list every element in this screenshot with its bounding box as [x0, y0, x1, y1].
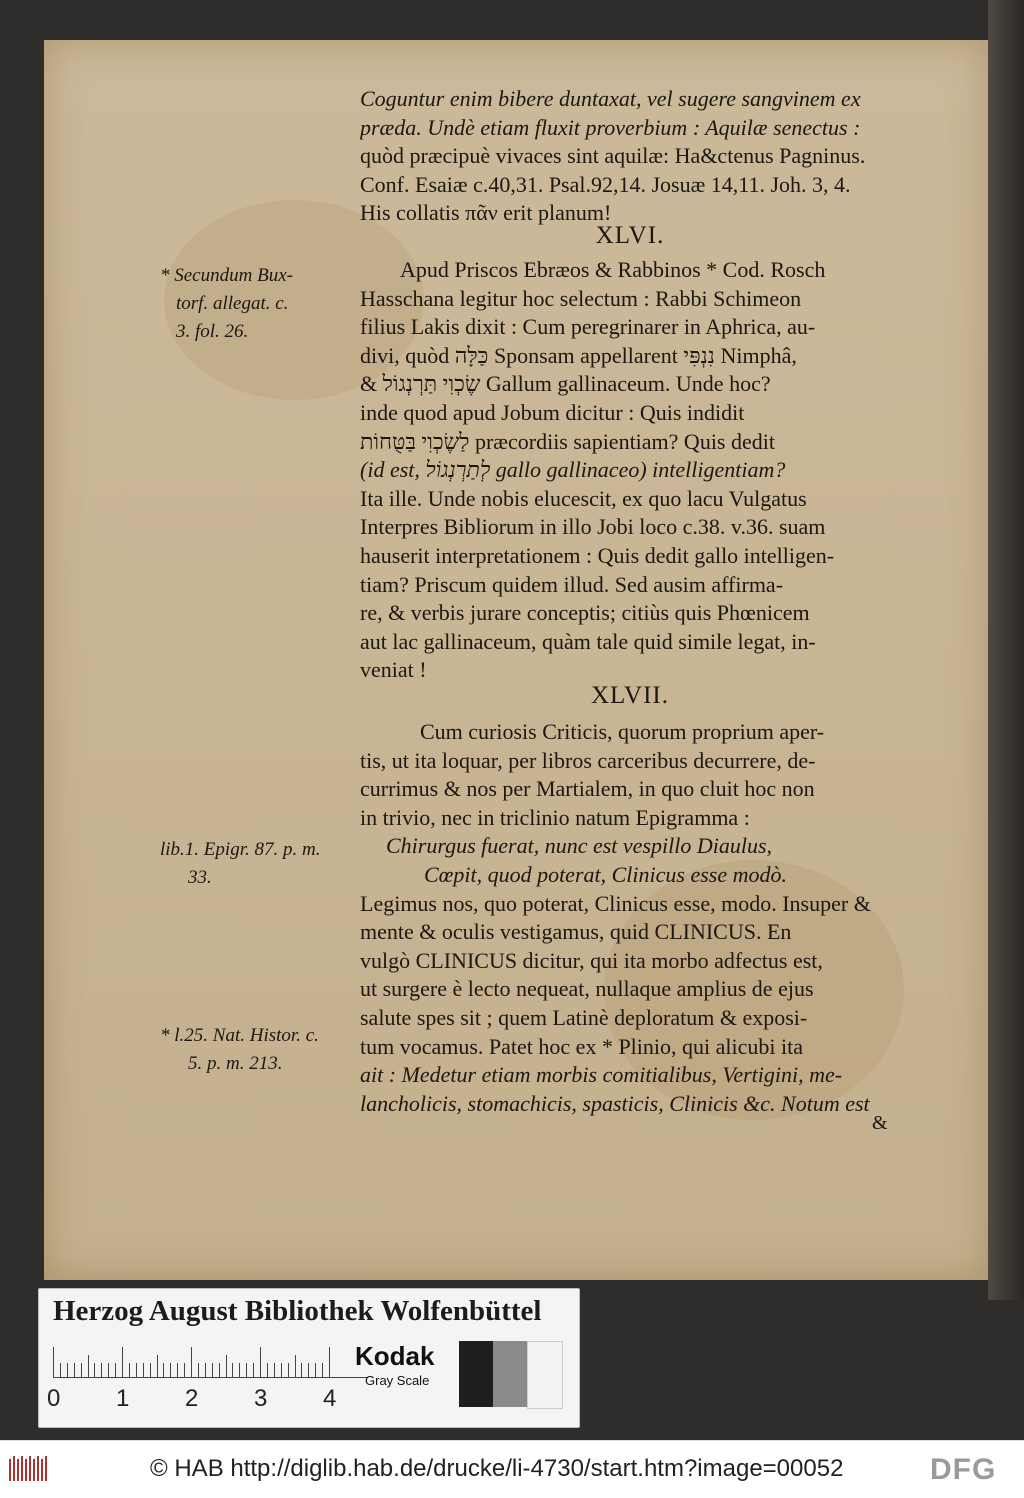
margin-note-line: 5. p. m. 213. — [188, 1053, 283, 1074]
epigram-line: Cœpit, quod poterat, Clinicus esse modò. — [424, 861, 787, 887]
text-line: mente & oculis vestigamus, quid CLINICUS. En — [360, 919, 792, 945]
ruler-tick — [136, 1363, 137, 1377]
margin-note-line: 3. fol. 26. — [176, 321, 249, 342]
text-line: salute spes sit ; quem Latinè deploratum & exposi- — [360, 1004, 808, 1030]
ruler-tick — [157, 1355, 158, 1377]
text-line: לַשֶׂכְוִי בַּטֻּחוֹת præcordiis sapientiam? Quis dedit — [360, 428, 775, 454]
margin-note-buxtorf — [160, 262, 360, 346]
margin-note-line: * Secundum Bux- — [160, 265, 293, 286]
ruler-number: 2 — [185, 1385, 199, 1412]
text-line: Apud Priscos Ebræos & Rabbinos * Cod. Rosch — [400, 257, 826, 282]
hab-logo-icon — [8, 1453, 48, 1483]
text-line: tis, ut ita loquar, per libros carceribus decurrere, de- — [360, 747, 816, 773]
text-line: tum vocamus. Patet hoc ex * Plinio, qui alicubi ita — [360, 1033, 803, 1059]
ruler-tick — [232, 1363, 233, 1377]
margin-note-line: * l.25. Nat. Histor. c. — [160, 1025, 319, 1046]
ruler-number: 4 — [323, 1385, 337, 1412]
margin-note-line: 33. — [188, 867, 212, 888]
measurement-ruler — [53, 1347, 367, 1378]
margin-note-line: torf. allegat. c. — [176, 293, 289, 314]
text-line: veniat ! — [360, 657, 427, 683]
ruler-tick — [226, 1355, 227, 1377]
ruler-number: 3 — [254, 1385, 268, 1412]
ruler-tick — [260, 1347, 261, 1377]
section-47-text — [360, 718, 900, 1118]
section-heading-47: XLVII. — [591, 682, 669, 709]
gray-scale-label: Gray Scale — [365, 1373, 430, 1388]
ruler-tick — [163, 1363, 164, 1377]
ruler-tick — [267, 1363, 268, 1377]
ruler-tick — [122, 1347, 123, 1377]
gray-swatch-mid — [493, 1341, 527, 1407]
ruler-tick — [329, 1347, 330, 1377]
text-line: inde quod apud Jobum dicitur : Quis indidit — [360, 399, 745, 425]
ruler-tick — [239, 1363, 240, 1377]
text-line: (id est, לְתַרְנְגוֹל gallo gallinaceo) intelligentiam? — [360, 457, 786, 483]
text-line: re, & verbis jurare conceptis; citiùs quis Phœnicem — [360, 600, 810, 626]
ruler-tick — [274, 1363, 275, 1377]
ruler-tick — [301, 1363, 302, 1377]
ruler-tick — [67, 1363, 68, 1377]
ruler-tick — [143, 1363, 144, 1377]
text-line: Hasschana legitur hoc selectum : Rabbi Schimeon — [360, 285, 802, 311]
margin-note-pliny — [160, 1022, 360, 1078]
text-line: Interpres Bibliorum in illo Jobi loco c.38. v.36. suam — [360, 514, 826, 540]
paragraph-continuation — [360, 85, 900, 228]
text-line: divi, quòd כַּלָּה Sponsam appellarent נִנְפִּי Nimphâ, — [360, 342, 797, 368]
ruler-tick — [184, 1363, 185, 1377]
ruler-tick — [115, 1363, 116, 1377]
ruler-tick — [246, 1363, 247, 1377]
section-46-text — [360, 256, 900, 685]
ruler-tick — [198, 1363, 199, 1377]
ruler-tick — [177, 1363, 178, 1377]
ruler-tick — [191, 1347, 192, 1377]
ruler-tick — [219, 1363, 220, 1377]
text-line: in trivio, nec in triclinio natum Epigramma : — [360, 804, 750, 830]
ruler-tick — [94, 1363, 95, 1377]
text-line: His collatis πᾶν erit planum! — [360, 200, 612, 226]
text-line: Ita ille. Unde nobis elucescit, ex quo lacu Vulgatus — [360, 485, 807, 511]
dfg-logo: DFG — [930, 1453, 997, 1486]
text-line: hauserit interpretationem : Quis dedit gallo intelligen- — [360, 542, 835, 568]
gray-swatch-light — [527, 1341, 563, 1409]
ruler-tick — [170, 1363, 171, 1377]
epigram-line: Chirurgus fuerat, nunc est vespillo Diaulus, — [386, 833, 773, 859]
ruler-tick — [281, 1363, 282, 1377]
text-line: tiam? Priscum quidem illud. Sed ausim affirma- — [360, 571, 784, 597]
footer-bar — [0, 1440, 1024, 1498]
color-target-card — [38, 1288, 580, 1428]
ruler-tick — [253, 1363, 254, 1377]
ruler-tick — [212, 1363, 213, 1377]
text-line: ait : Medetur etiam morbis comitialibus, Vertigini, me- — [360, 1062, 843, 1088]
ruler-tick — [88, 1355, 89, 1377]
ruler-number: 0 — [47, 1385, 61, 1412]
ruler-tick — [150, 1363, 151, 1377]
text-line: & שֶׂכְוִי תַּרְנְגוֹל Gallum gallinaceum. Unde hoc? — [360, 371, 771, 397]
kodak-brand: Kodak — [355, 1341, 435, 1371]
text-line: vulgò CLINICUS dicitur, qui ita morbo adfectus est, — [360, 947, 823, 973]
ruler-number: 1 — [116, 1385, 130, 1412]
ruler-tick — [101, 1363, 102, 1377]
catchword: & — [872, 1112, 888, 1134]
text-line: Legimus nos, quo poterat, Clinicus esse, modo. Insuper & — [360, 890, 871, 916]
ruler-tick — [60, 1363, 61, 1377]
ruler-tick — [74, 1363, 75, 1377]
text-line: præda. Undè etiam fluxit proverbium : Aquilæ senectus : — [360, 114, 861, 140]
margin-note-line: lib.1. Epigr. 87. p. m. — [160, 839, 321, 860]
ruler-tick — [295, 1355, 296, 1377]
copyright-link[interactable]: © HAB http://diglib.hab.de/drucke/li-4730/start.htm?image=00052 — [150, 1455, 844, 1482]
ruler-tick — [315, 1363, 316, 1377]
library-name: Herzog August Bibliothek Wolfenbüttel — [53, 1295, 542, 1327]
text-line: lancholicis, stomachicis, spasticis, Clinicis &c. Notum est — [360, 1090, 870, 1116]
ruler-tick — [53, 1347, 54, 1377]
text-line: currimus & nos per Martialem, in quo cluit hoc non — [360, 776, 815, 802]
ruler-tick — [129, 1363, 130, 1377]
text-line: quòd præcipuè vivaces sint aquilæ: Ha&ctenus Pagninus. — [360, 143, 866, 169]
text-line: Conf. Esaiæ c.40,31. Psal.92,14. Josuæ 14,11. Joh. 3, 4. — [360, 171, 851, 197]
ruler-tick — [288, 1363, 289, 1377]
book-edge — [988, 0, 1024, 1300]
margin-note-martial — [160, 836, 360, 892]
ruler-tick — [108, 1363, 109, 1377]
ruler-tick — [81, 1363, 82, 1377]
ruler-tick — [322, 1363, 323, 1377]
text-line: aut lac gallinaceum, quàm tale quid simile legat, in- — [360, 628, 816, 654]
text-line: Coguntur enim bibere duntaxat, vel sugere sangvinem ex — [360, 86, 861, 111]
text-line: ut surgere è lecto nequeat, nullaque amplius de ejus — [360, 976, 814, 1002]
ruler-tick — [308, 1363, 309, 1377]
ruler-tick — [205, 1363, 206, 1377]
gray-swatch-dark — [459, 1341, 493, 1407]
text-line: Cum curiosis Criticis, quorum proprium aper- — [420, 719, 825, 744]
text-line: filius Lakis dixit : Cum peregrinarer in Aphrica, au- — [360, 314, 816, 340]
section-heading-46: XLVI. — [595, 222, 665, 249]
